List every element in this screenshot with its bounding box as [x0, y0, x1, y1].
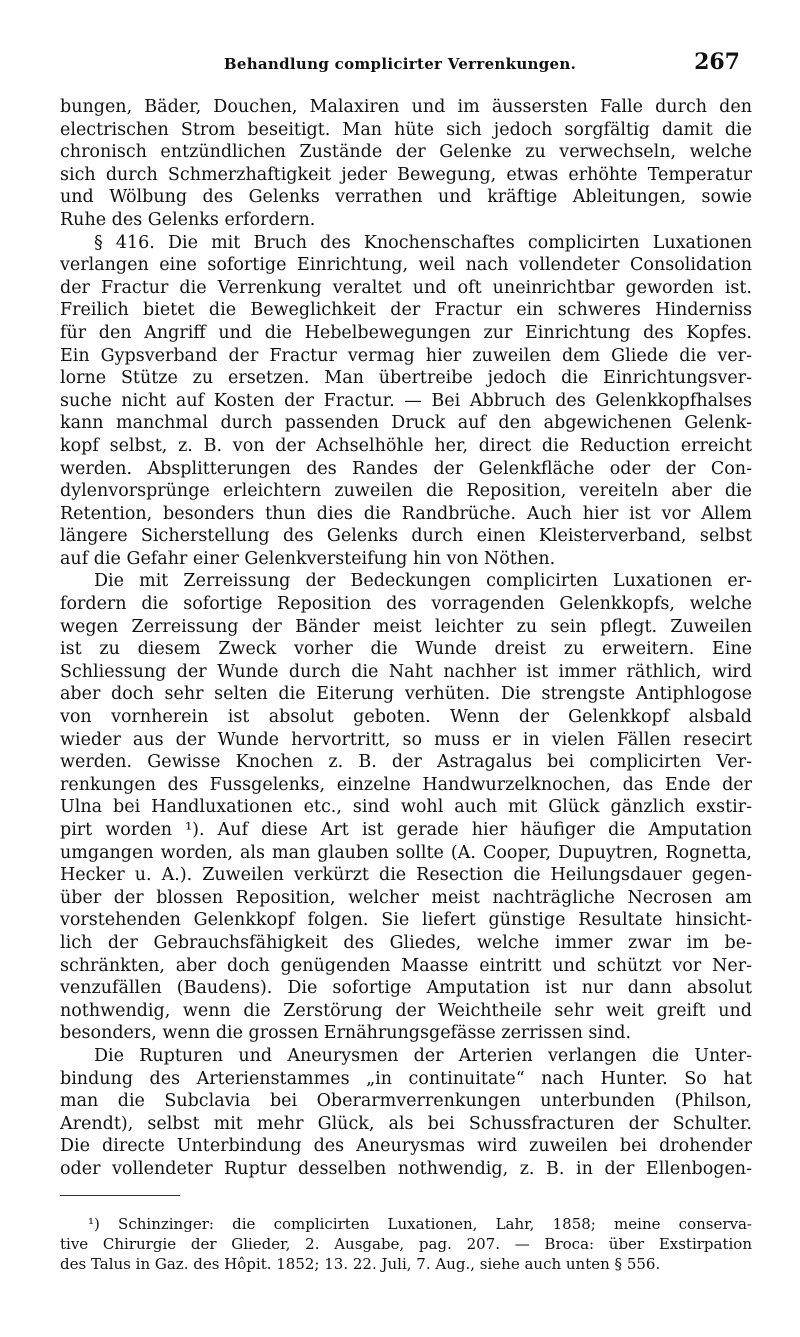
text-line: Schliessung der Wunde durch die Naht nachher ist immer räthlich, wird [60, 661, 752, 682]
text-line: suche nicht auf Kosten der Fractur. — Bei Abbruch des Gelenkkopfhalses [60, 390, 752, 411]
text-line: renkungen des Fussgelenks, einzelne Handwurzelknochen, das Ende der [60, 774, 752, 795]
footnote-line: ¹) Schinzinger: die complicirten Luxationen, Lahr, 1858; meine conserva- [88, 1215, 752, 1233]
text-line: wieder aus der Wunde hervortritt, so muss er in vielen Fällen resecirt [60, 729, 752, 750]
text-line: besonders, wenn die grossen Ernährungsgefässe zerrissen sind. [60, 1023, 632, 1044]
text-line: bindung des Arterienstammes „in continuitate“ nach Hunter. So hat [60, 1068, 752, 1089]
text-line: Hecker u. A.). Zuweilen verkürzt die Resection die Heilungsdauer gegen- [60, 865, 752, 886]
paragraph-section-416 [60, 232, 752, 571]
paragraph [60, 570, 752, 1044]
text-line: oder vollendeter Ruptur desselben nothwendig, z. B. in der Ellenbogen- [60, 1158, 752, 1179]
text-line: wegen Zerreissung der Bänder meist leichter zu sein pflegt. Zuweilen [60, 616, 752, 637]
text-line: verlangen eine sofortige Einrichtung, weil nach vollendeter Consolidation [60, 255, 752, 276]
text-line: der Fractur die Verrenkung veraltet und oft uneinrichtbar geworden ist. [60, 277, 752, 298]
text-line: Ein Gypsverband der Fractur vermag hier zuweilen dem Gliede die ver- [60, 345, 752, 366]
text-line: pirt worden ¹). Auf diese Art ist gerade hier häufiger die Amputation [60, 820, 752, 840]
text-line: § 416. Die mit Bruch des Knochenschaftes complicirten Luxationen [94, 232, 752, 253]
text-line: sich durch Schmerzhaftigkeit jeder Bewegung, etwas erhöhte Temperatur [60, 164, 752, 185]
footnote [60, 1214, 752, 1274]
text-line: Ulna bei Handluxationen etc., sind wohl auch mit Glück gänzlich exstir- [60, 797, 752, 818]
text-line: kopf selbst, z. B. von der Achselhöhle her, direct die Reduction erreicht [60, 435, 752, 456]
text-line: Retention, besonders thun dies die Randbrüche. Auch hier ist vor Allem [60, 503, 752, 524]
text-line: nothwendig, wenn die Zerstörung der Weichtheile sehr weit greift und [60, 1000, 752, 1021]
footnote-line: tive Chirurgie der Glieder, 2. Ausgabe, pag. 207. — Broca: über Exstirpation [60, 1235, 752, 1253]
text-line: electrischen Strom beseitigt. Man hüte sich jedoch sorgfältig damit die [60, 119, 752, 140]
text-line: chronisch entzündlichen Zustände der Gelenke zu verwechseln, welche [60, 142, 752, 163]
text-line: Die Rupturen und Aneurysmen der Arterien verlangen die Unter- [94, 1045, 752, 1066]
text-line: bungen, Bäder, Douchen, Malaxiren und im äussersten Falle durch den [60, 97, 752, 117]
text-line: lich der Gebrauchsfähigkeit des Gliedes, welche immer zwar im be- [60, 932, 752, 953]
text-line: aber doch sehr selten die Eiterung verhüten. Die strengste Antiphlogose [60, 684, 752, 705]
text-line: Freilich bietet die Beweglichkeit der Fractur ein schweres Hinderniss [60, 300, 752, 321]
paragraph [60, 96, 752, 232]
text-line: venzufällen (Baudens). Die sofortige Amputation ist nur dann absolut [60, 978, 752, 999]
text-line: längere Sicherstellung des Gelenks durch einen Kleisterverband, selbst [60, 526, 752, 547]
text-line: Arendt), selbst mit mehr Glück, als bei Schussfracturen der Schulter. [60, 1113, 752, 1134]
text-line: von vornherein ist absolut geboten. Wenn der Gelenkkopf alsbald [60, 707, 752, 728]
running-title: Behandlung complicirter Verrenkungen. [223, 55, 577, 73]
text-line: kann manchmal durch passenden Druck auf den abgewichenen Gelenk- [60, 413, 752, 434]
footnote-line: des Talus in Gaz. des Hôpit. 1852; 13. 22. Juli, 7. Aug., siehe auch unten § 556. [60, 1255, 661, 1273]
text-line: schränkten, aber doch genügenden Maasse eintritt und schützt vor Ner- [60, 955, 752, 976]
page-number: 267 [694, 49, 740, 75]
text-line: man die Subclavia bei Oberarmverrenkungen unterbunden (Philson, [60, 1091, 752, 1112]
text-line: umgangen worden, als man glauben sollte (A. Cooper, Dupuytren, Rognetta, [60, 842, 752, 863]
text-line: werden. Absplitterungen des Randes der Gelenkfläche oder der Con- [60, 458, 752, 479]
text-line: lorne Stütze zu ersetzen. Man übertreibe jedoch die Einrichtungsver- [60, 368, 752, 389]
text-line: über der blossen Reposition, welcher meist nachträgliche Necrosen am [60, 887, 752, 908]
body-text [60, 96, 752, 1181]
text-line: vorstehenden Gelenkkopf folgen. Sie liefert günstige Resultate hinsicht- [60, 910, 752, 931]
footnote-divider [60, 1195, 180, 1196]
text-line: fordern die sofortige Reposition des vorragenden Gelenkkopfs, welche [60, 594, 752, 615]
paragraph [60, 1045, 752, 1181]
text-line: auf die Gefahr einer Gelenkversteifung hin von Nöthen. [60, 548, 556, 569]
text-line: Die directe Unterbindung des Aneurysmas wird zuweilen bei drohender [60, 1136, 752, 1157]
text-line: und Wölbung des Gelenks verrathen und kräftige Ableitungen, sowie [60, 187, 752, 208]
text-line: ist zu diesem Zweck vorher die Wunde dreist zu erweitern. Eine [60, 639, 752, 660]
text-line: Die mit Zerreissung der Bedeckungen complicirten Luxationen er- [94, 571, 752, 592]
text-line: für den Angriff und die Hebelbewegungen zur Einrichtung des Kopfes. [60, 322, 752, 343]
text-line: Ruhe des Gelenks erfordern. [60, 209, 316, 230]
text-line: werden. Gewisse Knochen z. B. der Astragalus bei complicirten Ver- [60, 752, 752, 773]
text-line: dylenvorsprünge erleichtern zuweilen die Reposition, vereiteln aber die [60, 481, 752, 502]
page-header [60, 47, 740, 87]
